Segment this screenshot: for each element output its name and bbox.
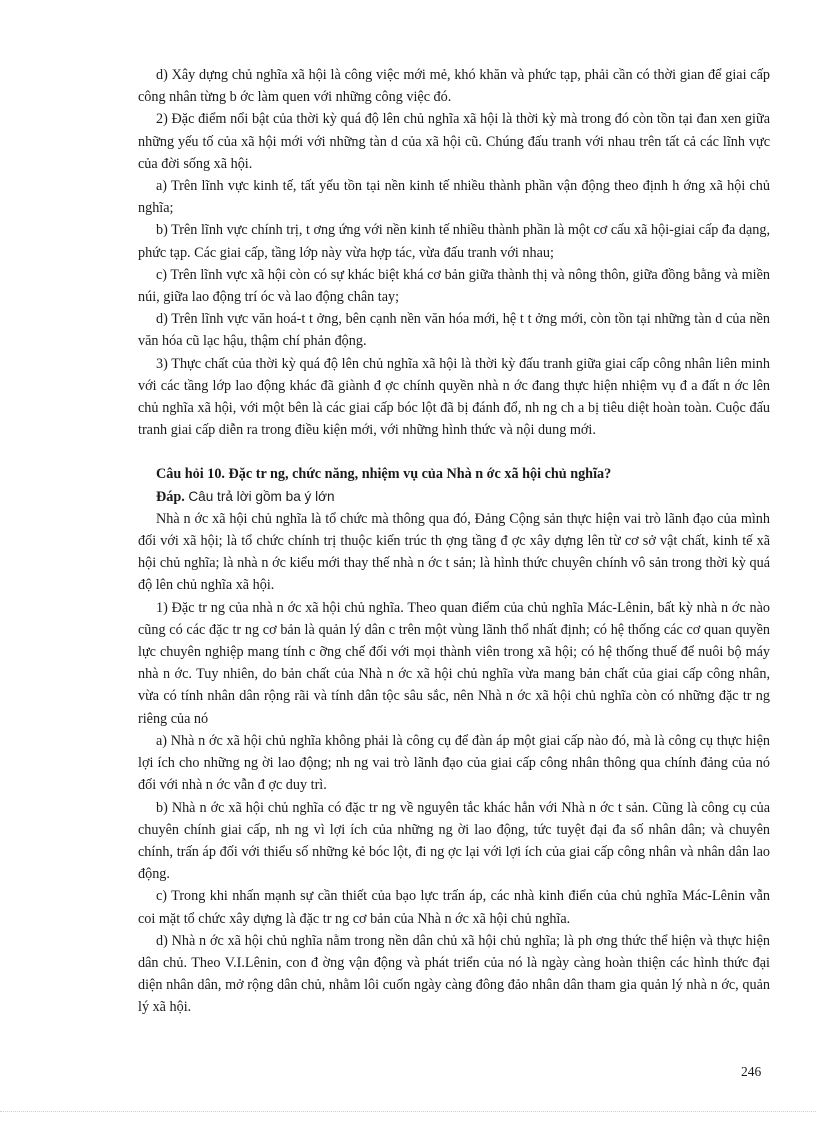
page-number: 246 — [741, 1064, 762, 1079]
paragraph-7: 3) Thực chất của thời kỳ quá độ lên chủ nghĩa xã hội là thời kỳ đấu tranh giữa giai cấp công nhân liên minh với các tầng lớp lao động khác đã giành đ ợc chính quyền nhà n ớc đang thực hiện nhiệm vụ đ a đất n ớc lên chủ nghĩa xã hội, với một bên là các giai cấp bóc lột đã bị đánh đổ, nh ng ch a bị tiêu diệt hoàn toàn. Cuộc đấu tranh giai cấp diễn ra trong điều kiện mới, với những hình thức và nội dung mới. — [138, 355, 770, 439]
paragraph-2: 2) Đặc điểm nổi bật của thời kỳ quá độ lên chủ nghĩa xã hội là thời kỳ mà trong đó còn tồn tại đan xen giữa những yếu tố của xã hội mới với những tàn d của xã hội cũ. Chúng đấu tranh với nhau trên tất cả các lĩnh vực của đời sống xã hội. — [138, 111, 770, 172]
paragraph-10: a) Nhà n ớc xã hội chủ nghĩa không phải là công cụ để đàn áp một giai cấp nào đó, mà là công cụ thực hiện lợi ích cho những ng ời lao động; nh ng vai trò lãnh đạo của giai cấp công nhân thông qua chính đảng của nó đối với nhà n ớc vẫn đ ợc duy trì. — [138, 732, 770, 794]
paragraph-6: d) Trên lĩnh vực văn hoá-t t ởng, bên cạnh nền văn hóa mới, hệ t t ởng mới, còn tồn tại những tàn d của nền văn hóa cũ lạc hậu, thậm chí phản động. — [138, 311, 770, 350]
page-bottom-divider — [0, 1111, 816, 1112]
paragraph-9: 1) Đặc tr ng của nhà n ớc xã hội chủ nghĩa. Theo quan điểm của chủ nghĩa Mác-Lênin, bất kỳ nhà n ớc nào cũng có các đặc tr ng cơ bản là quản lý dân c trên một vùng lãnh thổ nhất định; có hệ thống các cơ quan quyền lực chuyên nghiệp mang tính c ỡng chế đối với mọi thành viên trong xã hội; có hệ thống thuế để nuôi bộ máy nhà n ớc. Tuy nhiên, do bản chất của Nhà n ớc xã hội chủ nghĩa vừa mang bản chất của giai cấp công nhân, vừa có tính nhân dân rộng rãi và tính dân tộc sâu sắc, nên Nhà n ớc xã hội chủ nghĩa còn có những đặc tr ng riêng của nó — [138, 599, 770, 727]
paragraph-5: c) Trên lĩnh vực xã hội còn có sự khác biệt khá cơ bản giữa thành thị và nông thôn, giữa đồng bằng và miền núi, giữa lao động trí óc và lao động chân tay; — [138, 266, 770, 306]
paragraph-1: d) Xây dựng chủ nghĩa xã hội là công việc mới mẻ, khó khăn và phức tạp, phải cần có thời gian để giai cấp công nhân từng b ớc làm quen với những công việc đó. — [138, 67, 770, 106]
answer-intro: Câu trả lời gồm ba ý lớn — [188, 488, 335, 504]
section-spacer — [138, 441, 770, 463]
paragraph-11: b) Nhà n ớc xã hội chủ nghĩa có đặc tr ng về nguyên tắc khác hẳn với Nhà n ớc t sản. Cũng là công cụ của chuyên chính giai cấp, nh ng vì lợi ích của những ng ời lao động, tức tuyệt đại đa số nhân dân; và chuyên chính, trấn áp đối với thiểu số những kẻ bóc lột, đi ng ợc lại với lợi ích của giai cấp công nhân và nhân dân lao động. — [138, 799, 770, 883]
paragraph-4: b) Trên lĩnh vực chính trị, t ơng ứng với nền kinh tế nhiều thành phần là một cơ cấu xã hội-giai cấp đa dạng, phức tạp. Các giai cấp, tầng lớp này vừa hợp tác, vừa đấu tranh với nhau; — [138, 222, 770, 261]
paragraph-13: d) Nhà n ớc xã hội chủ nghĩa nằm trong nền dân chủ xã hội chủ nghĩa; là ph ơng thức thể hiện và thực hiện dân chủ. Theo V.I.Lênin, con đ ờng vận động và phát triển của nó là ngày càng hoàn thiện các hình thức đại diện nhân dân, mở rộng dân chủ, nhằm lôi cuốn ngày càng đông đảo nhân dân tham gia quản lý nhà n ớc, quản lý xã hội. — [138, 932, 770, 1016]
question-heading: Câu hỏi 10. Đặc tr ng, chức năng, nhiệm vụ của Nhà n ớc xã hội chủ nghĩa? — [156, 466, 612, 483]
answer-line — [138, 486, 770, 508]
paragraph-12: c) Trong khi nhấn mạnh sự cần thiết của bạo lực trấn áp, các nhà kinh điển của chủ nghĩa Mác-Lênin vẫn coi mặt tổ chức xây dựng là đặc tr ng cơ bản của Nhà n ớc xã hội chủ nghĩa. — [138, 888, 770, 927]
paragraph-8: Nhà n ớc xã hội chủ nghĩa là tổ chức mà thông qua đó, Đảng Cộng sản thực hiện vai trò lãnh đạo của mình đối với xã hội; là tổ chức chính trị thuộc kiến trúc th ợng tầng đ ợc xây dựng lên từ cơ sở vật chất, kinh tế xã hội chủ nghĩa; là nhà n ớc kiểu mới thay thế nhà n ớc t sản; là hình thức chuyên chính vô sản trong thời kỳ quá độ lên chủ nghĩa xã hội. — [138, 510, 770, 594]
paragraph-3: a) Trên lĩnh vực kinh tế, tất yếu tồn tại nền kinh tế nhiều thành phần vận động theo định h ớng xã hội chủ nghĩa; — [138, 178, 770, 217]
answer-label: Đáp. — [156, 488, 185, 505]
page-body — [138, 64, 770, 1019]
